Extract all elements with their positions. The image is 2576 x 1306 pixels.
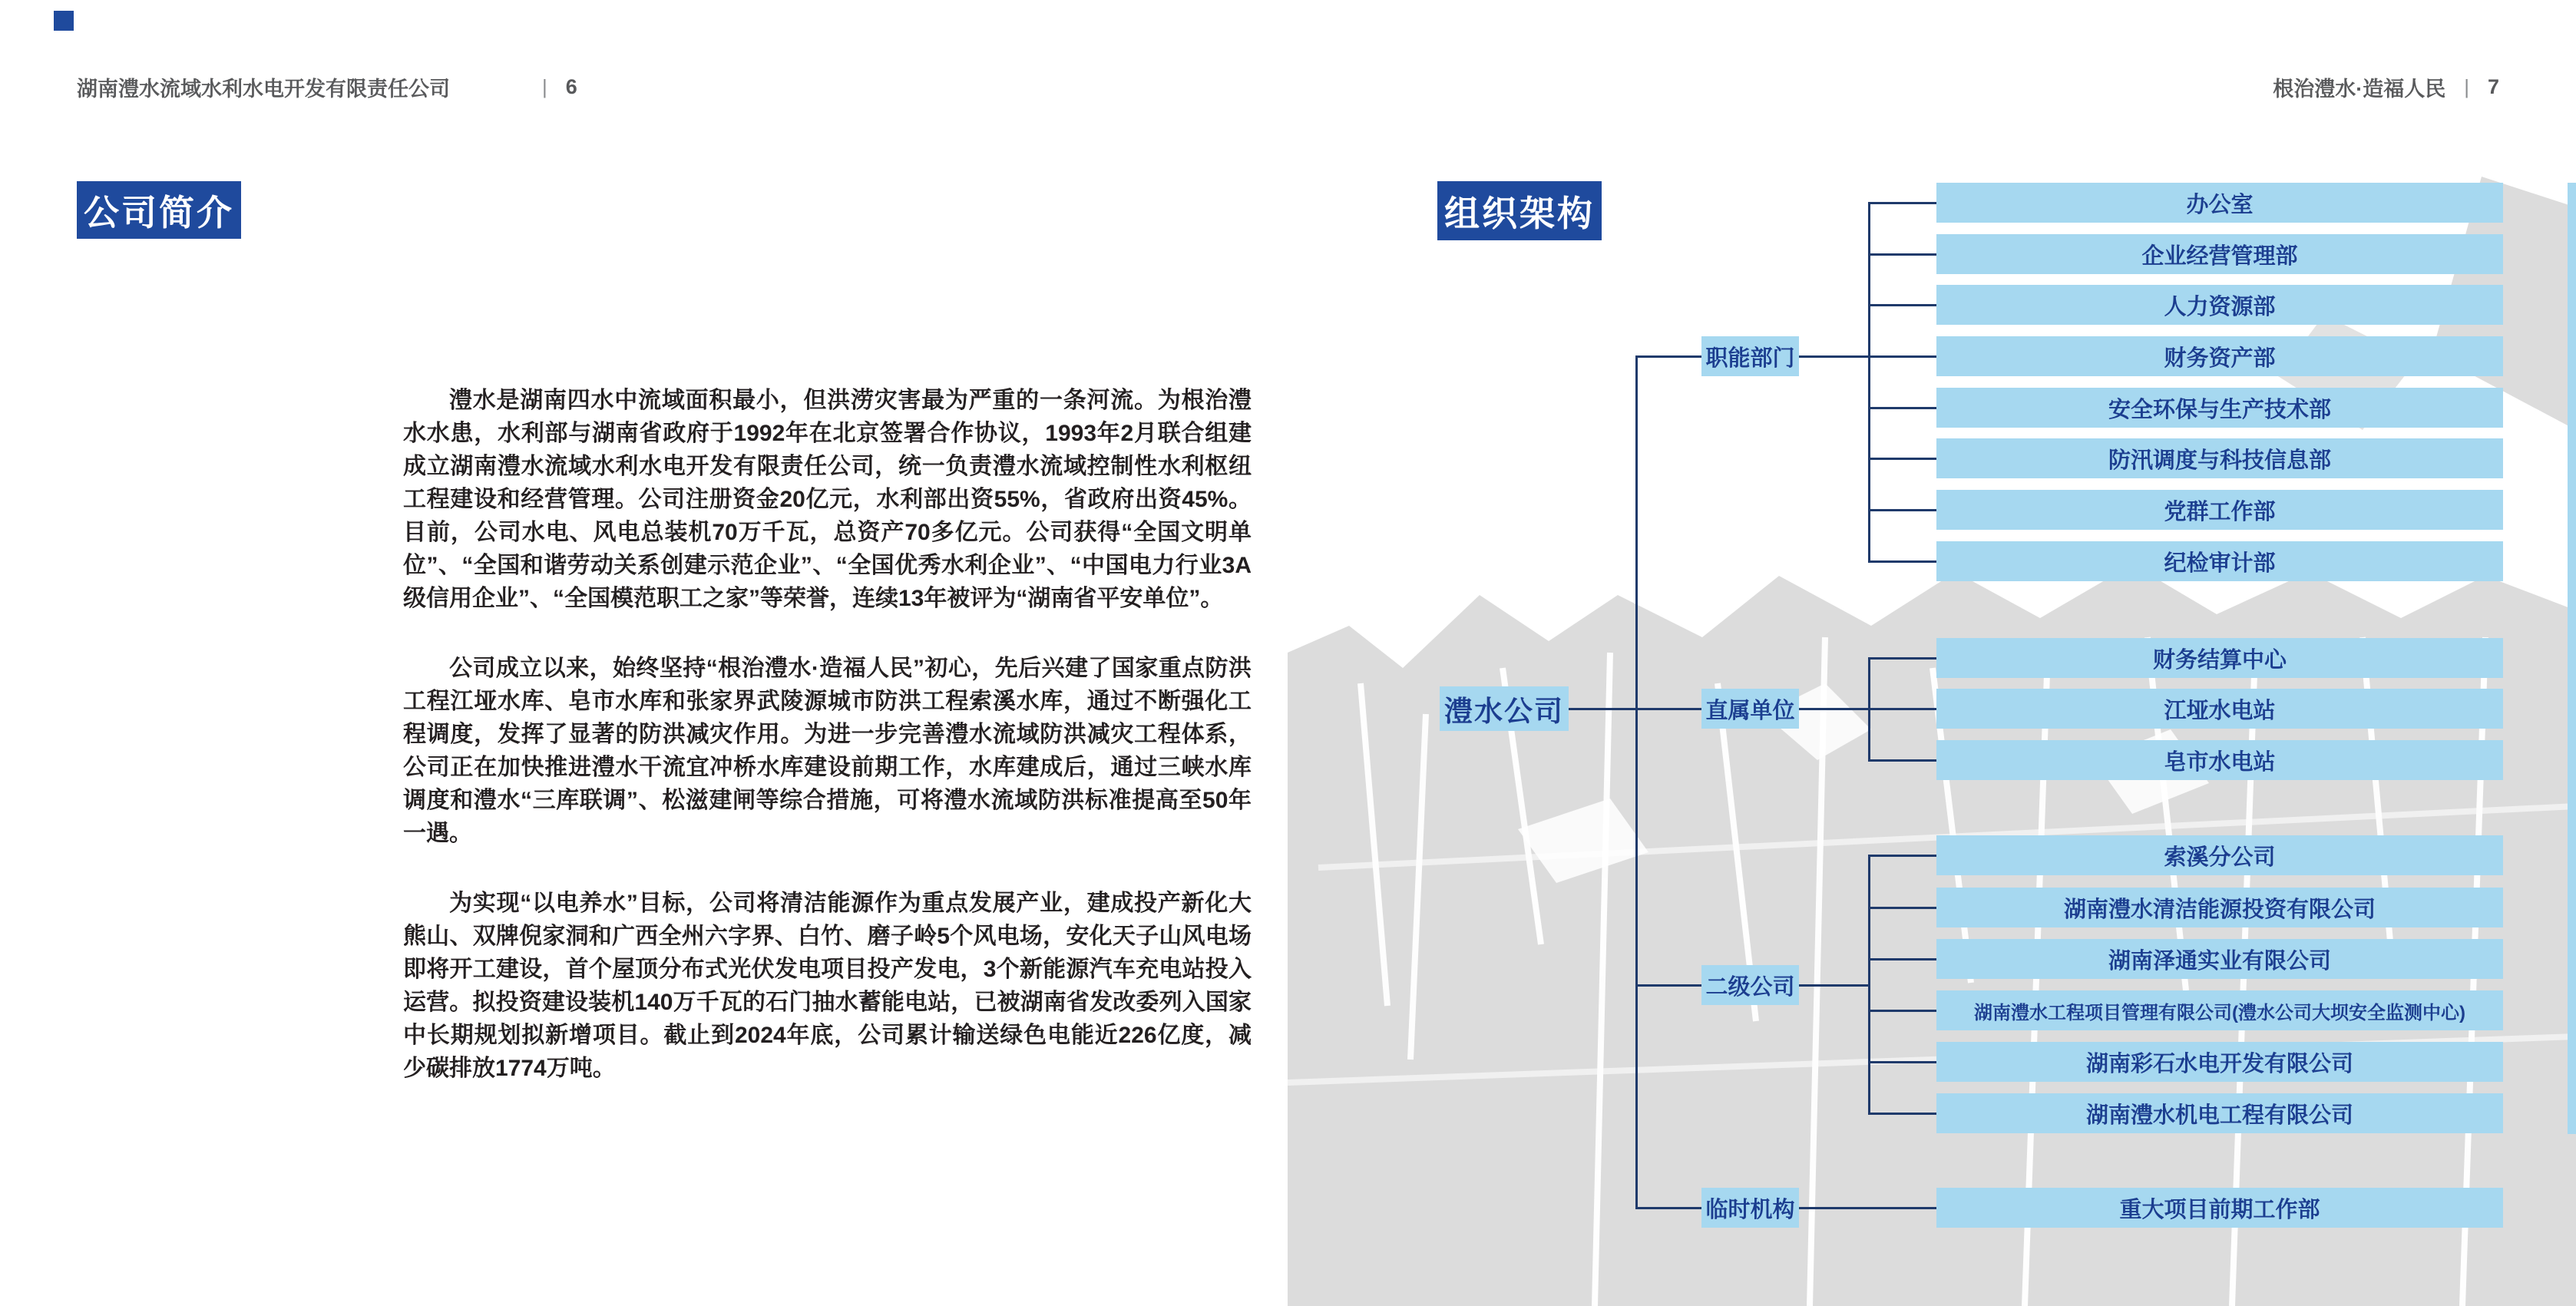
- org-unit-box: 安全环保与生产技术部: [1936, 388, 2503, 428]
- slogan-text: 根治澧水·造福人民: [2273, 78, 2446, 101]
- org-branch-label: 直属单位: [1701, 689, 1799, 729]
- org-unit-box: 江垭水电站: [1936, 689, 2503, 729]
- page-number-left: 6: [565, 75, 577, 98]
- section-title-company-profile: 公司简介: [77, 181, 241, 239]
- body-paragraph-1: 澧水是湖南四水中流域面积最小，但洪涝灾害最为严重的一条河流。为根治澧水水患，水利部与湖南省政府于1992年在北京签署合作协议，1993年2月联合组建成立湖南澧水流域水利水电开发有限责任公司，统一负责澧水流域控制性水利枢纽工程建设和经营管理。公司注册资金20亿元，水利部出资55%，省政府出资45%。目前，公司水电、风电总装机70万千瓦，总资产70多亿元。公司获得“全国文明单位”、“全国和谐劳动关系创建示范企业”、“全国优秀水利企业”、“中国电力行业3A级信用企业”、“全国模范职工之家”等荣誉，连续13年被评为“湖南省平安单位”。: [403, 388, 1252, 611]
- org-branch-label: 二级公司: [1701, 965, 1799, 1005]
- page-edge-strip: [2568, 183, 2576, 1134]
- company-profile-text: [403, 384, 1252, 1122]
- body-paragraph-3: 为实现“以电养水”目标，公司将清洁能源作为重点发展产业，建成投产新化大熊山、双牌倪家洞和广西全州六字界、白竹、磨子岭5个风电场，安化天子山风电场即将开工建设，首个屋顶分布式光伏发电项目投产发电，3个新能源汽车充电站投入运营。拟投资建设装机140万千瓦的石门抽水蓄能电站，已被湖南省发改委列入国家中长期规划拟新增项目。截止到2024年底，公司累计输送绿色电能近226亿度，减少碳排放1774万吨。: [403, 891, 1252, 1081]
- org-unit-box: 湖南彩石水电开发有限公司: [1936, 1042, 2503, 1082]
- body-paragraph-2: 公司成立以来，始终坚持“根治澧水·造福人民”初心，先后兴建了国家重点防洪工程江垭水库、皂市水库和张家界武陵源城市防洪工程索溪水库，通过不断强化工程调度，发挥了显著的防洪减灾作用。为进一步完善澧水流域防洪减灾工程体系，公司正在加快推进澧水干流宜冲桥水库建设前期工作，水库建成后，通过三峡水库调度和澧水“三库联调”、松滋建闸等综合措施，可将澧水流域防洪标准提高至50年一遇。: [403, 656, 1252, 846]
- org-unit-box: 索溪分公司: [1936, 835, 2503, 875]
- org-unit-box: 财务资产部: [1936, 336, 2503, 376]
- org-unit-box: 湖南澧水工程项目管理有限公司(澧水公司大坝安全监测中心): [1936, 990, 2503, 1030]
- org-unit-box: 人力资源部: [1936, 285, 2503, 325]
- org-unit-box: 办公室: [1936, 183, 2503, 223]
- org-unit-box: 党群工作部: [1936, 490, 2503, 530]
- org-root-box: 澧水公司: [1440, 686, 1569, 731]
- org-unit-box: 防汛调度与科技信息部: [1936, 438, 2503, 478]
- header-separator: |: [2464, 75, 2469, 98]
- org-unit-box: 皂市水电站: [1936, 740, 2503, 780]
- header-right: [2273, 72, 2499, 102]
- org-branch-label: 临时机构: [1701, 1188, 1799, 1228]
- page-number-right: 7: [2487, 75, 2499, 98]
- org-unit-box: 湖南泽通实业有限公司: [1936, 939, 2503, 979]
- background-texture-image: [1288, 177, 2576, 1306]
- header-separator: |: [542, 75, 547, 98]
- org-unit-box: 企业经营管理部: [1936, 234, 2503, 274]
- org-unit-box: 湖南澧水机电工程有限公司: [1936, 1093, 2503, 1133]
- corner-mark: [54, 11, 74, 31]
- org-unit-box: 纪检审计部: [1936, 541, 2503, 581]
- section-title-org-structure: 组织架构: [1437, 181, 1602, 240]
- org-unit-box: 湖南澧水清洁能源投资有限公司: [1936, 888, 2503, 927]
- company-name: 湖南澧水流域水利水电开发有限责任公司: [77, 78, 450, 101]
- org-branch-label: 职能部门: [1701, 336, 1799, 376]
- org-unit-box: 重大项目前期工作部: [1936, 1188, 2503, 1228]
- org-unit-box: 财务结算中心: [1936, 638, 2503, 678]
- header-left: [77, 72, 577, 102]
